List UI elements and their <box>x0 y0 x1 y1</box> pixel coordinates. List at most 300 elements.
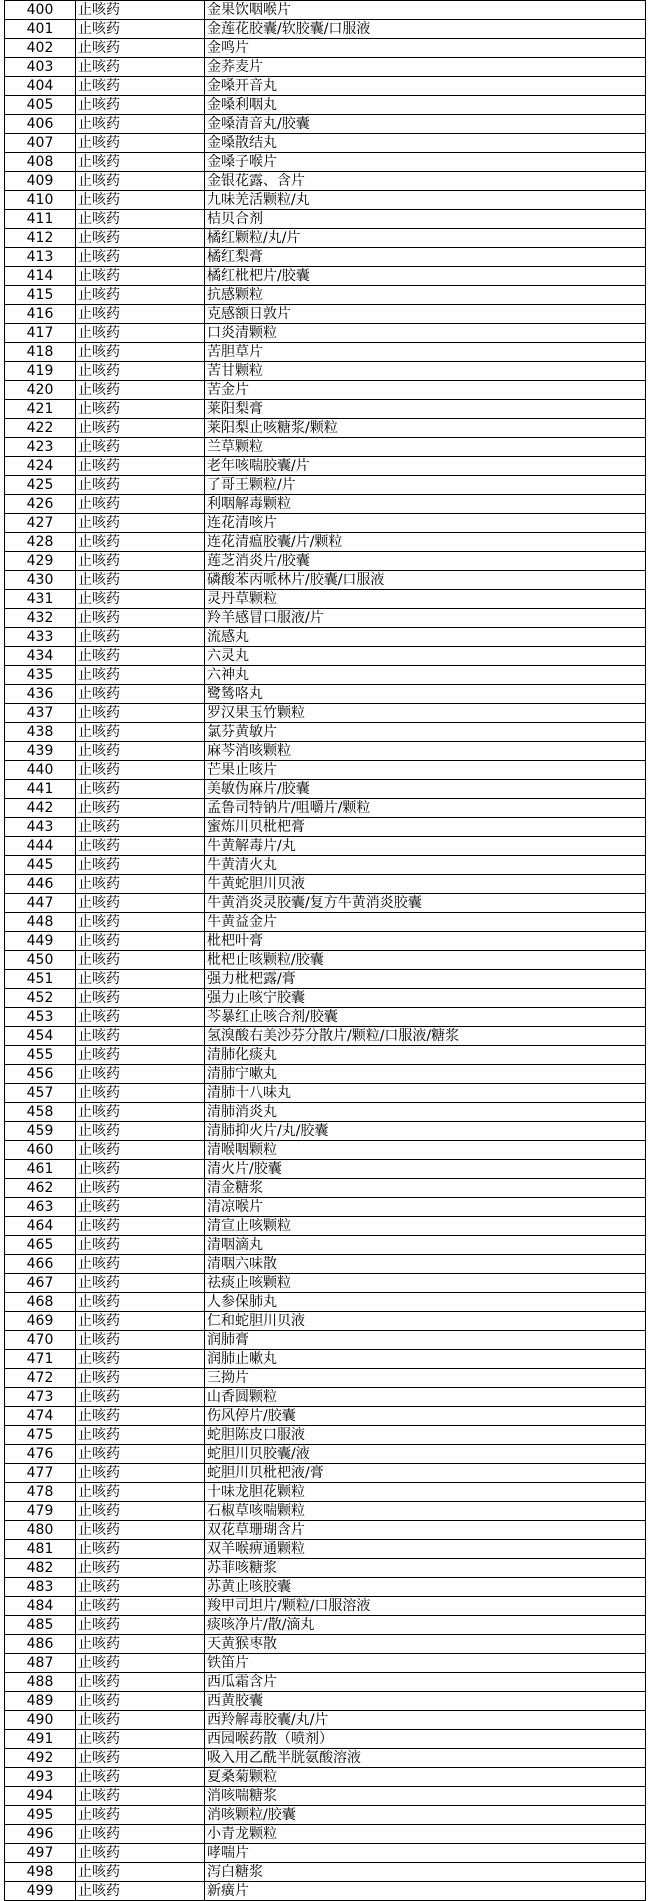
category-cell: 止咳药 <box>76 894 205 913</box>
table-row <box>5 1882 646 1901</box>
table-row <box>5 305 646 324</box>
table-row <box>5 1806 646 1825</box>
table-row <box>5 1692 646 1711</box>
row-number-cell: 449 <box>5 932 76 951</box>
row-number-cell: 495 <box>5 1806 76 1825</box>
drug-name-cell: 苦胆草片 <box>205 343 646 362</box>
drug-name-cell: 金嗓散结丸 <box>205 134 646 153</box>
table-row <box>5 894 646 913</box>
table-row <box>5 457 646 476</box>
category-cell: 止咳药 <box>76 20 205 39</box>
row-number-cell: 472 <box>5 1369 76 1388</box>
row-number-cell: 445 <box>5 856 76 875</box>
row-number-cell: 477 <box>5 1464 76 1483</box>
row-number-cell: 492 <box>5 1749 76 1768</box>
drug-name-cell: 西园喉药散（喷剂） <box>205 1730 646 1749</box>
drug-name-cell: 哮喘片 <box>205 1844 646 1863</box>
table-row <box>5 96 646 115</box>
drug-name-cell: 金银花露、含片 <box>205 172 646 191</box>
drug-name-cell: 强力止咳宁胶囊 <box>205 989 646 1008</box>
category-cell: 止咳药 <box>76 818 205 837</box>
category-cell: 止咳药 <box>76 1616 205 1635</box>
drug-name-cell: 铁笛片 <box>205 1654 646 1673</box>
drug-name-cell: 六神丸 <box>205 666 646 685</box>
table-row <box>5 1863 646 1882</box>
row-number-cell: 480 <box>5 1521 76 1540</box>
row-number-cell: 411 <box>5 210 76 229</box>
row-number-cell: 466 <box>5 1255 76 1274</box>
category-cell: 止咳药 <box>76 1711 205 1730</box>
row-number-cell: 493 <box>5 1768 76 1787</box>
drug-name-cell: 橘红梨膏 <box>205 248 646 267</box>
drug-name-cell: 清肺消炎丸 <box>205 1103 646 1122</box>
table-row <box>5 1730 646 1749</box>
drug-name-cell: 了哥王颗粒/片 <box>205 476 646 495</box>
category-cell: 止咳药 <box>76 457 205 476</box>
category-cell: 止咳药 <box>76 1597 205 1616</box>
table-row <box>5 875 646 894</box>
category-cell: 止咳药 <box>76 172 205 191</box>
drug-name-cell: 克感额日敦片 <box>205 305 646 324</box>
row-number-cell: 494 <box>5 1787 76 1806</box>
category-cell: 止咳药 <box>76 875 205 894</box>
table-row <box>5 1540 646 1559</box>
table-row <box>5 704 646 723</box>
table-row <box>5 1445 646 1464</box>
table-row <box>5 343 646 362</box>
drug-name-cell: 苏黄止咳胶囊 <box>205 1578 646 1597</box>
drug-name-cell: 仁和蛇胆川贝液 <box>205 1312 646 1331</box>
drug-name-cell: 金莲花胶囊/软胶囊/口服液 <box>205 20 646 39</box>
row-number-cell: 484 <box>5 1597 76 1616</box>
row-number-cell: 451 <box>5 970 76 989</box>
row-number-cell: 490 <box>5 1711 76 1730</box>
row-number-cell: 441 <box>5 780 76 799</box>
table-row <box>5 39 646 58</box>
category-cell: 止咳药 <box>76 1540 205 1559</box>
table-row <box>5 438 646 457</box>
category-cell: 止咳药 <box>76 1255 205 1274</box>
category-cell: 止咳药 <box>76 1293 205 1312</box>
drug-name-cell: 清肺化痰丸 <box>205 1046 646 1065</box>
row-number-cell: 421 <box>5 400 76 419</box>
drug-name-cell: 蛇胆川贝枇杷液/膏 <box>205 1464 646 1483</box>
drug-name-cell: 连花清咳片 <box>205 514 646 533</box>
table-row <box>5 970 646 989</box>
row-number-cell: 433 <box>5 628 76 647</box>
drug-name-cell: 强力枇杷露/膏 <box>205 970 646 989</box>
category-cell: 止咳药 <box>76 115 205 134</box>
table-row <box>5 1084 646 1103</box>
category-cell: 止咳药 <box>76 248 205 267</box>
drug-name-cell: 莲芝消炎片/胶囊 <box>205 552 646 571</box>
category-cell: 止咳药 <box>76 419 205 438</box>
drug-name-cell: 双羊喉痹通颗粒 <box>205 1540 646 1559</box>
category-cell: 止咳药 <box>76 1825 205 1844</box>
row-number-cell: 424 <box>5 457 76 476</box>
drug-name-cell: 清火片/胶囊 <box>205 1160 646 1179</box>
row-number-cell: 498 <box>5 1863 76 1882</box>
row-number-cell: 436 <box>5 685 76 704</box>
drug-name-cell: 清凉喉片 <box>205 1198 646 1217</box>
row-number-cell: 408 <box>5 153 76 172</box>
drug-name-cell: 流感丸 <box>205 628 646 647</box>
drug-name-cell: 清肺十八味丸 <box>205 1084 646 1103</box>
drug-name-cell: 小青龙颗粒 <box>205 1825 646 1844</box>
row-number-cell: 410 <box>5 191 76 210</box>
drug-name-cell: 西黄胶囊 <box>205 1692 646 1711</box>
drug-name-cell: 吸入用乙酰半胱氨酸溶液 <box>205 1749 646 1768</box>
table-row <box>5 1 646 20</box>
row-number-cell: 422 <box>5 419 76 438</box>
row-number-cell: 450 <box>5 951 76 970</box>
drug-name-cell: 氢溴酸右美沙芬分散片/颗粒/口服液/糖浆 <box>205 1027 646 1046</box>
table-row <box>5 476 646 495</box>
drug-name-cell: 清咽滴丸 <box>205 1236 646 1255</box>
drug-name-cell: 牛黄清火丸 <box>205 856 646 875</box>
table-row <box>5 400 646 419</box>
drug-name-cell: 润肺膏 <box>205 1331 646 1350</box>
drug-name-cell: 九味羌活颗粒/丸 <box>205 191 646 210</box>
table-row <box>5 286 646 305</box>
category-cell: 止咳药 <box>76 761 205 780</box>
drug-name-cell: 西瓜霜含片 <box>205 1673 646 1692</box>
drug-name-cell: 金嗓利咽丸 <box>205 96 646 115</box>
table-row <box>5 837 646 856</box>
table-row <box>5 1502 646 1521</box>
category-cell: 止咳药 <box>76 647 205 666</box>
category-cell: 止咳药 <box>76 856 205 875</box>
category-cell: 止咳药 <box>76 1008 205 1027</box>
category-cell: 止咳药 <box>76 1882 205 1901</box>
row-number-cell: 496 <box>5 1825 76 1844</box>
table-row <box>5 1407 646 1426</box>
category-cell: 止咳药 <box>76 1065 205 1084</box>
drug-name-cell: 苦甘颗粒 <box>205 362 646 381</box>
category-cell: 止咳药 <box>76 932 205 951</box>
drug-name-cell: 橘红颗粒/丸/片 <box>205 229 646 248</box>
category-cell: 止咳药 <box>76 58 205 77</box>
category-cell: 止咳药 <box>76 799 205 818</box>
category-cell: 止咳药 <box>76 1863 205 1882</box>
table-row <box>5 1654 646 1673</box>
drug-name-cell: 芩暴红止咳合剂/胶囊 <box>205 1008 646 1027</box>
drug-name-cell: 润肺止嗽丸 <box>205 1350 646 1369</box>
category-cell: 止咳药 <box>76 609 205 628</box>
row-number-cell: 461 <box>5 1160 76 1179</box>
drug-name-cell: 清咽六味散 <box>205 1255 646 1274</box>
table-row <box>5 1312 646 1331</box>
category-cell: 止咳药 <box>76 267 205 286</box>
table-row <box>5 552 646 571</box>
drug-name-cell: 利咽解毒颗粒 <box>205 495 646 514</box>
category-cell: 止咳药 <box>76 400 205 419</box>
category-cell: 止咳药 <box>76 362 205 381</box>
drug-name-cell: 芒果止咳片 <box>205 761 646 780</box>
drug-name-cell: 蜜炼川贝枇杷膏 <box>205 818 646 837</box>
category-cell: 止咳药 <box>76 324 205 343</box>
row-number-cell: 413 <box>5 248 76 267</box>
table-row <box>5 191 646 210</box>
row-number-cell: 423 <box>5 438 76 457</box>
table-row <box>5 229 646 248</box>
drug-name-cell: 枇杷叶膏 <box>205 932 646 951</box>
table-row <box>5 1141 646 1160</box>
category-cell: 止咳药 <box>76 970 205 989</box>
category-cell: 止咳药 <box>76 1730 205 1749</box>
category-cell: 止咳药 <box>76 1464 205 1483</box>
category-cell: 止咳药 <box>76 1027 205 1046</box>
table-row <box>5 1008 646 1027</box>
drug-name-cell: 泻白糖浆 <box>205 1863 646 1882</box>
table-row <box>5 761 646 780</box>
drug-name-cell: 金嗓子喉片 <box>205 153 646 172</box>
drug-name-cell: 兰草颗粒 <box>205 438 646 457</box>
row-number-cell: 437 <box>5 704 76 723</box>
category-cell: 止咳药 <box>76 1046 205 1065</box>
table-row <box>5 1198 646 1217</box>
row-number-cell: 470 <box>5 1331 76 1350</box>
table-row <box>5 1768 646 1787</box>
table-row <box>5 609 646 628</box>
table-row <box>5 1369 646 1388</box>
table-row <box>5 1027 646 1046</box>
row-number-cell: 497 <box>5 1844 76 1863</box>
category-cell: 止咳药 <box>76 1236 205 1255</box>
row-number-cell: 464 <box>5 1217 76 1236</box>
category-cell: 止咳药 <box>76 1806 205 1825</box>
table-row <box>5 571 646 590</box>
category-cell: 止咳药 <box>76 96 205 115</box>
table-row <box>5 1464 646 1483</box>
category-cell: 止咳药 <box>76 438 205 457</box>
table-row <box>5 1578 646 1597</box>
category-cell: 止咳药 <box>76 742 205 761</box>
row-number-cell: 426 <box>5 495 76 514</box>
category-cell: 止咳药 <box>76 666 205 685</box>
row-number-cell: 475 <box>5 1426 76 1445</box>
category-cell: 止咳药 <box>76 153 205 172</box>
row-number-cell: 434 <box>5 647 76 666</box>
row-number-cell: 458 <box>5 1103 76 1122</box>
row-number-cell: 403 <box>5 58 76 77</box>
drug-name-cell: 消咳颗粒/胶囊 <box>205 1806 646 1825</box>
table-row <box>5 362 646 381</box>
table-row <box>5 1787 646 1806</box>
row-number-cell: 402 <box>5 39 76 58</box>
category-cell: 止咳药 <box>76 1217 205 1236</box>
table-row <box>5 153 646 172</box>
drug-name-cell: 莱阳梨止咳糖浆/颗粒 <box>205 419 646 438</box>
table-row <box>5 1597 646 1616</box>
row-number-cell: 429 <box>5 552 76 571</box>
table-row <box>5 1103 646 1122</box>
row-number-cell: 463 <box>5 1198 76 1217</box>
drug-name-cell: 清肺宁嗽丸 <box>205 1065 646 1084</box>
drug-name-cell: 牛黄益金片 <box>205 913 646 932</box>
category-cell: 止咳药 <box>76 1635 205 1654</box>
table-row <box>5 780 646 799</box>
table-row <box>5 514 646 533</box>
row-number-cell: 404 <box>5 77 76 96</box>
table-row <box>5 913 646 932</box>
table-row <box>5 799 646 818</box>
category-cell: 止咳药 <box>76 837 205 856</box>
category-cell: 止咳药 <box>76 1559 205 1578</box>
row-number-cell: 438 <box>5 723 76 742</box>
category-cell: 止咳药 <box>76 495 205 514</box>
drug-name-cell: 清宣止咳颗粒 <box>205 1217 646 1236</box>
row-number-cell: 401 <box>5 20 76 39</box>
category-cell: 止咳药 <box>76 1407 205 1426</box>
drug-name-cell: 牛黄消炎灵胶囊/复方牛黄消炎胶囊 <box>205 894 646 913</box>
category-cell: 止咳药 <box>76 1578 205 1597</box>
category-cell: 止咳药 <box>76 1521 205 1540</box>
drug-name-cell: 老年咳喘胶囊/片 <box>205 457 646 476</box>
category-cell: 止咳药 <box>76 1844 205 1863</box>
drug-name-cell: 金嗓开音丸 <box>205 77 646 96</box>
table-row <box>5 248 646 267</box>
drug-name-cell: 人参保肺丸 <box>205 1293 646 1312</box>
category-cell: 止咳药 <box>76 780 205 799</box>
row-number-cell: 488 <box>5 1673 76 1692</box>
drug-name-cell: 山香圆颗粒 <box>205 1388 646 1407</box>
row-number-cell: 428 <box>5 533 76 552</box>
category-cell: 止咳药 <box>76 1369 205 1388</box>
table-row <box>5 115 646 134</box>
category-cell: 止咳药 <box>76 305 205 324</box>
category-cell: 止咳药 <box>76 1426 205 1445</box>
row-number-cell: 440 <box>5 761 76 780</box>
category-cell: 止咳药 <box>76 1198 205 1217</box>
row-number-cell: 400 <box>5 1 76 20</box>
table-row <box>5 1293 646 1312</box>
row-number-cell: 432 <box>5 609 76 628</box>
drug-name-cell: 夏桑菊颗粒 <box>205 1768 646 1787</box>
table-row <box>5 666 646 685</box>
category-cell: 止咳药 <box>76 704 205 723</box>
category-cell: 止咳药 <box>76 343 205 362</box>
drug-name-cell: 口炎清颗粒 <box>205 324 646 343</box>
row-number-cell: 468 <box>5 1293 76 1312</box>
drug-name-cell: 孟鲁司特钠片/咀嚼片/颗粒 <box>205 799 646 818</box>
row-number-cell: 427 <box>5 514 76 533</box>
table-row <box>5 1749 646 1768</box>
drug-name-cell: 磷酸苯丙哌林片/胶囊/口服液 <box>205 571 646 590</box>
category-cell: 止咳药 <box>76 39 205 58</box>
drug-name-cell: 灵丹草颗粒 <box>205 590 646 609</box>
category-cell: 止咳药 <box>76 913 205 932</box>
row-number-cell: 453 <box>5 1008 76 1027</box>
drug-name-cell: 清喉咽颗粒 <box>205 1141 646 1160</box>
drug-name-cell: 抗感颗粒 <box>205 286 646 305</box>
table-row <box>5 210 646 229</box>
table-row <box>5 1844 646 1863</box>
row-number-cell: 489 <box>5 1692 76 1711</box>
table-row <box>5 723 646 742</box>
row-number-cell: 443 <box>5 818 76 837</box>
table-row <box>5 134 646 153</box>
row-number-cell: 418 <box>5 343 76 362</box>
table-row <box>5 1274 646 1293</box>
category-cell: 止咳药 <box>76 1331 205 1350</box>
row-number-cell: 483 <box>5 1578 76 1597</box>
table-row <box>5 1426 646 1445</box>
category-cell: 止咳药 <box>76 286 205 305</box>
table-row <box>5 932 646 951</box>
row-number-cell: 487 <box>5 1654 76 1673</box>
drug-name-cell: 金嗓清音丸/胶囊 <box>205 115 646 134</box>
table-row <box>5 1160 646 1179</box>
category-cell: 止咳药 <box>76 1350 205 1369</box>
row-number-cell: 430 <box>5 571 76 590</box>
category-cell: 止咳药 <box>76 1502 205 1521</box>
drug-name-cell: 枇杷止咳颗粒/胶囊 <box>205 951 646 970</box>
row-number-cell: 419 <box>5 362 76 381</box>
row-number-cell: 454 <box>5 1027 76 1046</box>
row-number-cell: 473 <box>5 1388 76 1407</box>
drug-name-cell: 三拗片 <box>205 1369 646 1388</box>
category-cell: 止咳药 <box>76 552 205 571</box>
row-number-cell: 425 <box>5 476 76 495</box>
category-cell: 止咳药 <box>76 989 205 1008</box>
table-row <box>5 495 646 514</box>
drug-name-cell: 桔贝合剂 <box>205 210 646 229</box>
table-row <box>5 685 646 704</box>
row-number-cell: 412 <box>5 229 76 248</box>
category-cell: 止咳药 <box>76 210 205 229</box>
category-cell: 止咳药 <box>76 1179 205 1198</box>
row-number-cell: 499 <box>5 1882 76 1901</box>
category-cell: 止咳药 <box>76 1160 205 1179</box>
table-row <box>5 1236 646 1255</box>
category-cell: 止咳药 <box>76 476 205 495</box>
row-number-cell: 420 <box>5 381 76 400</box>
drug-name-cell: 麻芩消咳颗粒 <box>205 742 646 761</box>
row-number-cell: 486 <box>5 1635 76 1654</box>
row-number-cell: 476 <box>5 1445 76 1464</box>
drug-name-cell: 双花草珊瑚含片 <box>205 1521 646 1540</box>
category-cell: 止咳药 <box>76 628 205 647</box>
drug-name-cell: 清金糖浆 <box>205 1179 646 1198</box>
table-row <box>5 381 646 400</box>
category-cell: 止咳药 <box>76 77 205 96</box>
drug-name-cell: 羧甲司坦片/颗粒/口服溶液 <box>205 1597 646 1616</box>
category-cell: 止咳药 <box>76 1445 205 1464</box>
table-row <box>5 1350 646 1369</box>
category-cell: 止咳药 <box>76 1084 205 1103</box>
table-row <box>5 1331 646 1350</box>
category-cell: 止咳药 <box>76 1673 205 1692</box>
row-number-cell: 405 <box>5 96 76 115</box>
row-number-cell: 485 <box>5 1616 76 1635</box>
table-row <box>5 324 646 343</box>
table-row <box>5 1255 646 1274</box>
drug-name-cell: 羚羊感冒口服液/片 <box>205 609 646 628</box>
row-number-cell: 456 <box>5 1065 76 1084</box>
row-number-cell: 407 <box>5 134 76 153</box>
category-cell: 止咳药 <box>76 134 205 153</box>
row-number-cell: 459 <box>5 1122 76 1141</box>
table-row <box>5 58 646 77</box>
row-number-cell: 431 <box>5 590 76 609</box>
table-row <box>5 856 646 875</box>
row-number-cell: 417 <box>5 324 76 343</box>
table-row <box>5 20 646 39</box>
row-number-cell: 469 <box>5 1312 76 1331</box>
category-cell: 止咳药 <box>76 1103 205 1122</box>
row-number-cell: 448 <box>5 913 76 932</box>
